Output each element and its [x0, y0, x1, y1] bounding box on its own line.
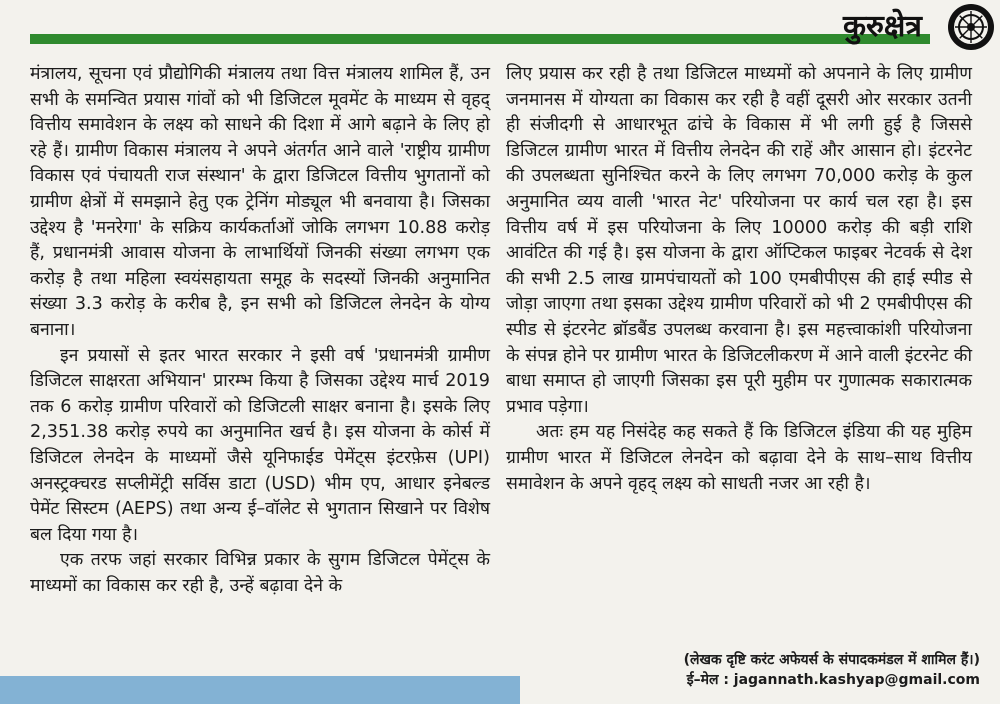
magazine-emblem-icon: [946, 2, 996, 52]
author-email: ई–मेल : jagannath.kashyap@gmail.com: [686, 672, 980, 688]
header-accent-bar: [30, 34, 930, 44]
paragraph-ministries: मंत्रालय, सूचना एवं प्रौद्योगिकी मंत्रालय तथा वित्त मंत्रालय शामिल हैं, उन सभी के समन्वित प्रयास गांवों को भी डिजिटल मूवमेंट के माध्यम से वृहद् वित्तीय समावेशन के लक्ष्य को साधने की दिशा में आगे बढ़ाने के लिए हो रहे हैं। ग्रामीण विकास मंत्रालय ने अपने अंतर्गत आने वाले 'राष्ट्रीय ग्रामीण विकास एवं पंचायती राज संस्थान' के द्वारा डिजिटल वित्तीय भुगतानों को ग्रामीण क्षेत्रों में समझाने हेतु एक ट्रेनिंग मोड्यूल भी बनवाया है। जिसका उद्देश्य है 'मनरेगा' के सक्रिय कार्यकर्ताओं जोकि लगभग 10.88 करोड़ हैं, प्रधानमंत्री आवास योजना के लाभार्थियों जिनकी संख्या लगभग एक करोड़ है तथा महिला स्वयंसहायता समूह के सदस्यों जिनकी अनुमानित संख्या 3.3 करोड़ के करीब है, इन सभी को डिजिटल लेनदेन के योग्य बनाना।: [30, 64, 490, 340]
paragraph-digital-literacy: इन प्रयासों से इतर भारत सरकार ने इसी वर्ष 'प्रधानमंत्री ग्रामीण डिजिटल साक्षरता अभियान' प्रारम्भ किया है जिसका उद्देश्य मार्च 2019 तक 6 करोड़ ग्रामीण परिवारों को डिजिटली साक्षर बनाना है। इसके लिए 2,351.38 करोड़ रुपये का अनुमानित खर्च है। इस योजना के कोर्स में डिजिटल लेनदेन के माध्यमों जैसे यूनिफाईड पेमेंट्स इंटरफ़ेस (UPI) अनस्ट्रक्चरड सप्लीमेंट्री सर्विस डाटा (USD) भीम एप, आधार इनेबल्ड पेमेंट सिस्टम (AEPS) तथा अन्य ई–वॉलेट से भुगतान सिखाने पर विशेष बल दिया गया है।: [30, 345, 490, 545]
left-column: [30, 62, 490, 599]
author-note: (लेखक दृष्टि करंट अफेयर्स के संपादकमंडल में शामिल हैं।): [683, 652, 980, 668]
paragraph-bharat-net: लिए प्रयास कर रही है तथा डिजिटल माध्यमों को अपनाने के लिए ग्रामीण जनमानस में योग्यता का विकास कर रही है वहीं दूसरी ओर सरकार उतनी ही संजीदगी से आधारभूत ढांचे के विकास में भी लगी हुई है जिससे डिजिटल ग्रामीण भारत में वित्तीय लेनदेन की राहें और आसान हो। इंटरनेट की उपलब्धता सुनिश्चित करने के लिए लगभग 70,000 करोड़ के कुल अनुमानित व्यय वाली 'भारत नेट' परियोजना पर कार्य चल रहा है। इस वित्तीय वर्ष में इस परियोजना के लिए 10000 करोड़ की बड़ी राशि आवंटित की गई है। इस योजना के द्वारा ऑप्टिकल फाइबर नेटवर्क से देश की सभी 2.5 लाख ग्रामपंचायतों को 100 एमबीपीएस की हाई स्पीड से जोड़ा जाएगा तथा इसका उद्देश्य ग्रामीण परिवारों को भी 2 एमबीपीएस की स्पीड से इंटरनेट ब्रॉडबैंड उपलब्ध करवाना है। इस महत्त्वाकांशी परियोजना के संपन्न होने पर ग्रामीण भारत के डिजिटलीकरण में आने वाली इंटरनेट की बाधा समाप्त हो जाएगी जिसका इस पूरी मुहीम पर गुणात्मक सकारात्मक प्रभाव पड़ेगा।: [506, 64, 972, 417]
author-block: [560, 650, 980, 690]
right-column: [506, 62, 972, 497]
paragraph-payments-start: एक तरफ जहां सरकार विभिन्न प्रकार के सुगम डिजिटल पेमेंट्स के माध्यमों का विकास कर रही है, उन्हें बढ़ावा देने के: [30, 550, 490, 596]
page-edge-strip: [0, 676, 520, 704]
magazine-title: कुरुक्षेत्र: [842, 9, 922, 44]
page-header: [0, 0, 1000, 60]
paragraph-conclusion: अतः हम यह निसंदेह कह सकते हैं कि डिजिटल इंडिया की यह मुहिम ग्रामीण भारत में डिजिटल लेनदेन को बढ़ावा देने के साथ–साथ वित्तीय समावेशन के अपने वृहद् लक्ष्य को साधती नजर आ रही है।: [506, 422, 972, 494]
